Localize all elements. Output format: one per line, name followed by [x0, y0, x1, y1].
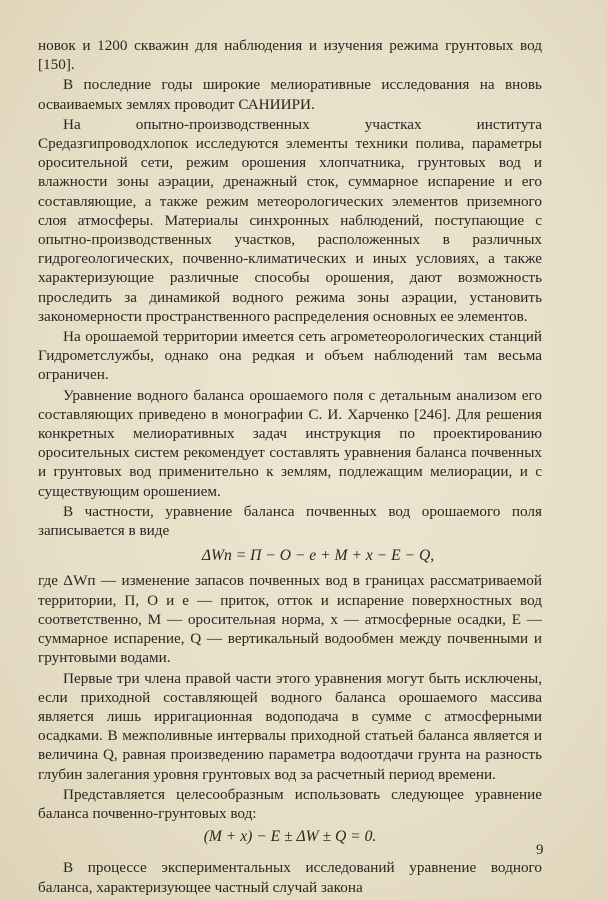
paragraph-5: Уравнение водного баланса орошаемого поля с детальным анализом его составляющих приведено в монографии С. И. Харченко [246]. Для решения конкретных мелиоративных задач инструкция по проектированию оросительных систем рекомендует составлять уравнения баланса почвенных и грунтовых вод применительно к землям, подлежащим мелиорации, и с существующим орошением.: [38, 386, 542, 500]
paragraph-9: Представляется целесообразным использовать следующее уравнение баланса почвенно-грунтовых вод:: [38, 785, 542, 822]
paragraph-1: новок и 1200 скважин для наблюдения и изучения режима грунтовых вод [150].: [38, 37, 542, 74]
paragraph-6: В частности, уравнение баланса почвенных вод орошаемого поля записывается в виде: [38, 502, 542, 540]
paragraph-8: Первые три члена правой части этого уравнения могут быть исключены, если приходной составляющей водного баланса орошаемого массива является лишь ирригационная водоподача в сумме с атмосферными осадками. В межполивные интервалы приходной статьей баланса является и величина Q, равная произведению параметра водоотдачи грунта на разность глубин залегания уровня грунтовых вод за расчетный период времени.: [38, 669, 542, 783]
paragraph-3: На опытно-производственных участках института Средазгипроводхлопок исследуются элементы техники полива, параметры оросительной сети, режим орошения хлопчатника, грунтовых вод и влажности зоны аэрации, дренажный сток, суммарное испарение и его составляющие, а также режим метеорологических элементов приземного слоя атмосферы. Материалы синхронных наблюдений, поступающие с опытно-производственных участков, расположенных в различных гидрогеологических, почвенно-климатических и иных условиях, а также характеризующие различные способы орошения, дают возможность проследить за динамикой водного режима зоны аэрации, установить закономерности пространственного распределения основных ее элементов.: [38, 115, 542, 325]
paragraph-4: На орошаемой территории имеется сеть агрометеорологических станций Гидрометслужбы, однако она редкая и объем наблюдений там весьма ограничен.: [38, 328, 542, 384]
paragraph-7: где ΔWп — изменение запасов почвенных вод в границах рассматриваемой территории, П, О и e — приток, отток и испарение поверхностных вод соответственно, M — оросительная норма, x — атмосферные осадки, E — суммарное испарение, Q — вертикальный водообмен между почвенными и грунтовыми водами.: [38, 572, 542, 667]
equation-soil-groundwater-balance: (M + x) − E ± ΔW ± Q = 0.: [203, 828, 377, 846]
page-number: 9: [536, 842, 544, 858]
equation-soil-water-balance: ΔWп = П − О − e + M + x − E − Q,: [201, 547, 435, 565]
paragraph-10: В процессе экспериментальных исследований уравнение водного баланса, характеризующее частный случай закона: [38, 859, 542, 896]
body-text: [38, 36, 542, 897]
paragraph-2: В последние годы широкие мелиоративные исследования на вновь осваиваемых землях проводит САНИИРИ.: [38, 76, 542, 113]
